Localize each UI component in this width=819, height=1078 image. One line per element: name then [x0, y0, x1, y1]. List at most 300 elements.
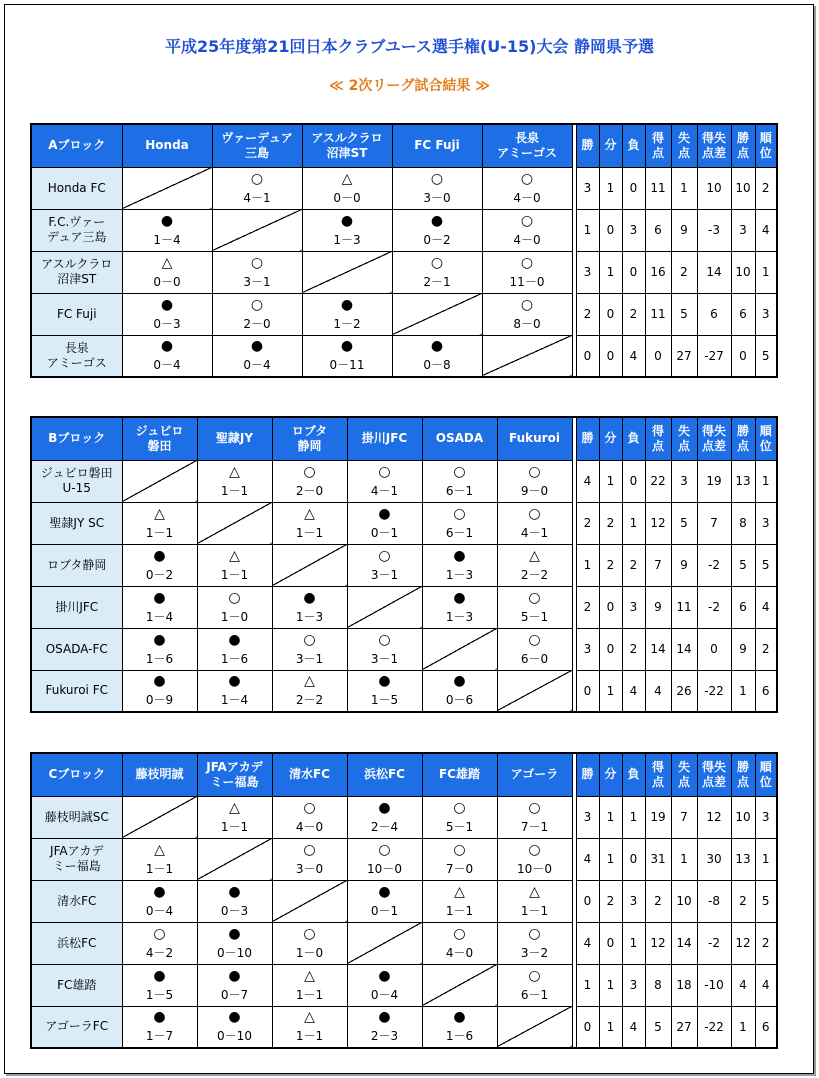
stat-value: 14 [697, 251, 731, 293]
stat-value: 10 [731, 796, 755, 838]
table-row [31, 628, 777, 670]
result-mark: △ [304, 967, 315, 984]
result-mark: ● [453, 589, 466, 606]
result-mark: ● [153, 673, 166, 690]
result-mark: ● [250, 338, 264, 355]
self-match-diagonal [497, 1006, 572, 1048]
stat-value: 19 [697, 460, 731, 502]
stat-value: 4 [755, 586, 777, 628]
stat-value: 0 [599, 628, 622, 670]
column-team-header: 掛川JFC [347, 417, 422, 460]
stat-value: 2 [622, 628, 645, 670]
stat-value: 0 [599, 293, 622, 335]
result-mark: ○ [528, 505, 541, 522]
stat-header: 勝 [576, 417, 599, 460]
result-mark: △ [304, 1009, 315, 1026]
stat-header: 失 点 [671, 417, 697, 460]
match-score: 4－0 [513, 190, 541, 205]
stat-value: 11 [645, 293, 671, 335]
match-score: 2－3 [370, 1029, 399, 1044]
match-result [122, 586, 197, 628]
result-mark: ● [453, 673, 466, 690]
match-score: 2－0 [243, 316, 271, 331]
table-row [31, 167, 777, 209]
match-score: 0－1 [370, 903, 399, 918]
result-mark: ○ [453, 799, 466, 816]
stat-header: 勝 点 [731, 753, 755, 796]
match-result [197, 670, 272, 712]
stat-value: 3 [622, 586, 645, 628]
match-score: 1－0 [220, 609, 249, 624]
match-result [122, 964, 197, 1006]
table-row [31, 335, 777, 377]
stat-value: 0 [622, 167, 645, 209]
result-mark: ● [340, 296, 354, 313]
stat-value: 2 [731, 880, 755, 922]
stat-value: 13 [731, 838, 755, 880]
match-result [302, 335, 392, 377]
stat-header: 負 [622, 753, 645, 796]
stat-header: 勝 [576, 753, 599, 796]
stat-header: 勝 点 [731, 124, 755, 167]
stat-value: 4 [622, 335, 645, 377]
stat-header: 順 位 [755, 417, 777, 460]
result-mark: △ [161, 254, 173, 271]
match-result [122, 628, 197, 670]
match-score: 1－7 [145, 1029, 174, 1044]
stat-header: 失 点 [671, 124, 697, 167]
self-match-diagonal [122, 796, 197, 838]
match-score: 2－0 [295, 483, 324, 498]
stat-value: -2 [697, 922, 731, 964]
match-score: 0－0 [333, 190, 361, 205]
stat-value: 9 [731, 628, 755, 670]
stat-value: 6 [755, 670, 777, 712]
team-name: FC雄踏 [31, 964, 122, 1006]
result-mark: ○ [250, 296, 264, 313]
stat-value: 4 [755, 209, 777, 251]
table-row [31, 544, 777, 586]
stat-value: 3 [755, 502, 777, 544]
match-result [422, 502, 497, 544]
stat-header: 勝 [576, 124, 599, 167]
match-score: 1－1 [295, 987, 324, 1002]
stat-value: 0 [622, 251, 645, 293]
stat-value: 10 [697, 167, 731, 209]
result-mark: ○ [528, 925, 541, 942]
match-score: 0－8 [423, 358, 451, 373]
match-result [197, 628, 272, 670]
table-row [31, 1006, 777, 1048]
match-result [212, 335, 302, 377]
stat-value: 5 [645, 1006, 671, 1048]
column-team-header: ジュビロ 磐田 [122, 417, 197, 460]
stat-value: 6 [731, 586, 755, 628]
column-team-header: アゴーラ [497, 753, 572, 796]
team-name: Honda FC [31, 167, 122, 209]
match-result [302, 167, 392, 209]
stat-value: 14 [671, 628, 697, 670]
stat-value: 4 [576, 838, 599, 880]
match-result [272, 502, 347, 544]
self-match-diagonal [347, 586, 422, 628]
stat-value: 1 [671, 167, 697, 209]
stat-value: 11 [671, 586, 697, 628]
table-row [31, 460, 777, 502]
match-score: 3－0 [295, 861, 324, 876]
result-mark: ○ [520, 170, 534, 187]
stat-value: 10 [731, 167, 755, 209]
match-score: 6－0 [520, 651, 549, 666]
match-result [272, 922, 347, 964]
stat-value: 2 [599, 880, 622, 922]
result-mark: ○ [528, 799, 541, 816]
match-score: 0－9 [145, 693, 174, 708]
match-result [197, 796, 272, 838]
match-score: 1－3 [333, 232, 361, 247]
match-score: 1－5 [370, 693, 399, 708]
team-name: 掛川JFC [31, 586, 122, 628]
match-result [482, 167, 572, 209]
stat-value: 0 [576, 880, 599, 922]
result-mark: ○ [250, 254, 264, 271]
result-mark: ● [153, 631, 166, 648]
match-result [197, 586, 272, 628]
match-score: 4－0 [295, 819, 324, 834]
result-mark: ○ [528, 463, 541, 480]
match-result [122, 880, 197, 922]
match-result [422, 838, 497, 880]
result-mark: △ [229, 463, 240, 480]
result-mark: ● [153, 1009, 166, 1026]
stat-value: -8 [697, 880, 731, 922]
match-result [212, 293, 302, 335]
table-row [31, 586, 777, 628]
match-result [422, 544, 497, 586]
result-mark: ● [378, 967, 391, 984]
self-match-diagonal [212, 209, 302, 251]
stat-value: 2 [755, 167, 777, 209]
result-mark: ● [430, 212, 444, 229]
match-score: 1－1 [295, 525, 324, 540]
match-score: 3－1 [370, 651, 399, 666]
match-score: 4－1 [370, 483, 399, 498]
match-result [422, 796, 497, 838]
stat-value: 22 [645, 460, 671, 502]
result-mark: △ [529, 547, 540, 564]
stat-value: 13 [731, 460, 755, 502]
result-mark: ○ [303, 841, 316, 858]
match-score: 0－6 [445, 693, 474, 708]
self-match-diagonal [482, 335, 572, 377]
match-result [122, 293, 212, 335]
stat-value: 3 [671, 460, 697, 502]
match-result [302, 209, 392, 251]
team-name: OSADA-FC [31, 628, 122, 670]
stat-header: 分 [599, 753, 622, 796]
match-score: 5－1 [445, 819, 474, 834]
match-result [347, 1006, 422, 1048]
team-name: アスルクラロ 沼津ST [31, 251, 122, 293]
match-score: 4－0 [445, 945, 474, 960]
match-score: 2－4 [370, 819, 399, 834]
result-mark: ● [160, 212, 174, 229]
column-team-header: 浜松FC [347, 753, 422, 796]
stat-value: 0 [576, 1006, 599, 1048]
stat-value: 7 [645, 544, 671, 586]
result-mark: ● [228, 673, 241, 690]
stat-value: 1 [599, 167, 622, 209]
match-result [347, 502, 422, 544]
result-mark: ○ [520, 254, 534, 271]
league-table-c [30, 752, 778, 1049]
result-mark: ○ [430, 254, 444, 271]
column-team-header: JFAアカデ ミー福島 [197, 753, 272, 796]
column-team-header: ヴァーデュア 三島 [212, 124, 302, 167]
self-match-diagonal [422, 628, 497, 670]
stat-value: 3 [755, 293, 777, 335]
match-score: 1－5 [145, 987, 174, 1002]
stat-value: 2 [755, 628, 777, 670]
result-mark: ○ [303, 463, 316, 480]
result-mark: ● [453, 1009, 466, 1026]
self-match-diagonal [392, 293, 482, 335]
column-team-header: OSADA [422, 417, 497, 460]
stat-value: -2 [697, 544, 731, 586]
league-table-a [30, 123, 778, 378]
stat-value: 0 [731, 335, 755, 377]
match-result [122, 335, 212, 377]
result-mark: ○ [378, 463, 391, 480]
match-result [392, 335, 482, 377]
stat-value: 3 [731, 209, 755, 251]
match-score: 4－1 [243, 190, 271, 205]
result-mark: △ [154, 841, 165, 858]
match-score: 3－1 [370, 567, 399, 582]
match-result [422, 880, 497, 922]
match-result [497, 838, 572, 880]
team-name: ジュビロ磐田 U-15 [31, 460, 122, 502]
stat-value: 2 [622, 293, 645, 335]
table-row [31, 209, 777, 251]
table-row [31, 670, 777, 712]
result-mark: ● [340, 212, 354, 229]
stat-value: 3 [755, 796, 777, 838]
stat-value: 2 [755, 922, 777, 964]
column-team-header: Fukuroi [497, 417, 572, 460]
stat-value: 2 [671, 251, 697, 293]
match-result [272, 670, 347, 712]
match-result [122, 544, 197, 586]
match-score: 0－10 [217, 945, 252, 960]
stat-value: 6 [731, 293, 755, 335]
stat-value: 30 [697, 838, 731, 880]
table-row [31, 922, 777, 964]
team-name: 長泉 アミーゴス [31, 335, 122, 377]
stat-value: 1 [576, 209, 599, 251]
stat-value: -22 [697, 1006, 731, 1048]
match-result [347, 670, 422, 712]
stat-value: 1 [599, 964, 622, 1006]
match-score: 0－4 [145, 903, 174, 918]
match-result [422, 1006, 497, 1048]
stat-header: 得失 点差 [697, 753, 731, 796]
result-mark: ● [430, 338, 444, 355]
table-row [31, 293, 777, 335]
stat-value: 1 [599, 838, 622, 880]
self-match-diagonal [272, 544, 347, 586]
result-mark: ○ [153, 925, 166, 942]
match-result [272, 628, 347, 670]
stat-value: 7 [671, 796, 697, 838]
match-score: 6－1 [445, 483, 474, 498]
match-result [347, 964, 422, 1006]
column-team-header: FC雄踏 [422, 753, 497, 796]
result-mark: ○ [528, 631, 541, 648]
result-mark: ● [160, 338, 174, 355]
match-result [482, 293, 572, 335]
stat-value: 27 [671, 335, 697, 377]
match-score: 0－7 [220, 987, 249, 1002]
stat-value: 12 [645, 922, 671, 964]
match-result [197, 964, 272, 1006]
stat-value: 1 [576, 964, 599, 1006]
team-name: FC Fuji [31, 293, 122, 335]
match-result [122, 502, 197, 544]
match-result [482, 209, 572, 251]
match-score: 1－1 [145, 861, 174, 876]
self-match-diagonal [497, 670, 572, 712]
table-row [31, 838, 777, 880]
self-match-diagonal [347, 922, 422, 964]
stat-value: 5 [755, 880, 777, 922]
match-result [272, 796, 347, 838]
match-score: 3－0 [423, 190, 451, 205]
result-mark: ○ [303, 925, 316, 942]
stat-value: 1 [755, 838, 777, 880]
match-score: 0－4 [243, 358, 271, 373]
match-result [497, 880, 572, 922]
stat-value: 9 [671, 544, 697, 586]
result-mark: ○ [303, 631, 316, 648]
stat-value: 1 [731, 1006, 755, 1048]
stat-value: 3 [622, 209, 645, 251]
stat-value: 4 [622, 1006, 645, 1048]
team-name: 清水FC [31, 880, 122, 922]
match-result [347, 796, 422, 838]
stat-value: -22 [697, 670, 731, 712]
result-mark: ● [153, 883, 166, 900]
match-score: 5－1 [520, 609, 549, 624]
stat-value: 1 [622, 796, 645, 838]
match-result [497, 628, 572, 670]
match-result [272, 460, 347, 502]
stat-value: 0 [645, 335, 671, 377]
team-name: 藤枝明誠SC [31, 796, 122, 838]
stat-value: 1 [599, 1006, 622, 1048]
result-mark: ○ [520, 296, 534, 313]
stat-value: 1 [622, 502, 645, 544]
result-mark: ○ [378, 841, 391, 858]
self-match-diagonal [197, 838, 272, 880]
match-result [122, 251, 212, 293]
result-mark: ● [340, 338, 354, 355]
match-score: 0－2 [423, 232, 451, 247]
result-mark: ○ [430, 170, 444, 187]
stat-value: 12 [731, 922, 755, 964]
match-score: 1－4 [145, 609, 174, 624]
match-score: 8－0 [513, 316, 541, 331]
stat-value: 1 [755, 251, 777, 293]
stat-value: 2 [576, 502, 599, 544]
stat-value: 6 [697, 293, 731, 335]
stat-value: 2 [645, 880, 671, 922]
column-team-header: Honda [122, 124, 212, 167]
match-result [197, 1006, 272, 1048]
page-title: 平成25年度第21回日本クラブユース選手権(U-15)大会 静岡県予選 [164, 37, 655, 56]
column-team-header: アスルクラロ 沼津ST [302, 124, 392, 167]
result-mark: △ [529, 883, 540, 900]
match-result [122, 838, 197, 880]
table-row [31, 502, 777, 544]
self-match-diagonal [122, 460, 197, 502]
result-mark: △ [304, 673, 315, 690]
match-result [197, 544, 272, 586]
stat-value: 12 [697, 796, 731, 838]
match-score: 0－4 [153, 358, 181, 373]
result-mark: △ [229, 799, 240, 816]
stat-value: 2 [599, 502, 622, 544]
team-name: JFAアカデ ミー福島 [31, 838, 122, 880]
result-mark: ○ [453, 841, 466, 858]
match-result [422, 586, 497, 628]
stat-value: 0 [576, 335, 599, 377]
match-result [482, 251, 572, 293]
result-mark: ● [153, 547, 166, 564]
stat-value: 2 [599, 544, 622, 586]
match-result [212, 251, 302, 293]
table-row [31, 880, 777, 922]
stat-value: -3 [697, 209, 731, 251]
match-score: 3－2 [520, 945, 549, 960]
result-mark: ○ [528, 841, 541, 858]
stat-value: 6 [755, 1006, 777, 1048]
stat-header: 得失 点差 [697, 124, 731, 167]
result-mark: ● [378, 505, 391, 522]
result-mark: ● [228, 925, 241, 942]
result-mark: ○ [378, 547, 391, 564]
match-result [347, 838, 422, 880]
match-result [497, 586, 572, 628]
stat-value: 1 [599, 670, 622, 712]
column-team-header: 清水FC [272, 753, 347, 796]
match-score: 1－1 [145, 525, 174, 540]
match-score: 10－0 [517, 861, 552, 876]
match-result [347, 880, 422, 922]
match-result [347, 544, 422, 586]
match-result [347, 628, 422, 670]
stat-value: 1 [599, 251, 622, 293]
column-team-header: 藤枝明誠 [122, 753, 197, 796]
team-name: ロブタ静岡 [31, 544, 122, 586]
match-score: 0－4 [370, 987, 399, 1002]
match-result [497, 502, 572, 544]
result-mark: ● [228, 883, 241, 900]
match-result [122, 209, 212, 251]
match-score: 3－1 [295, 651, 324, 666]
stat-value: 16 [645, 251, 671, 293]
match-score: 1－6 [220, 651, 249, 666]
